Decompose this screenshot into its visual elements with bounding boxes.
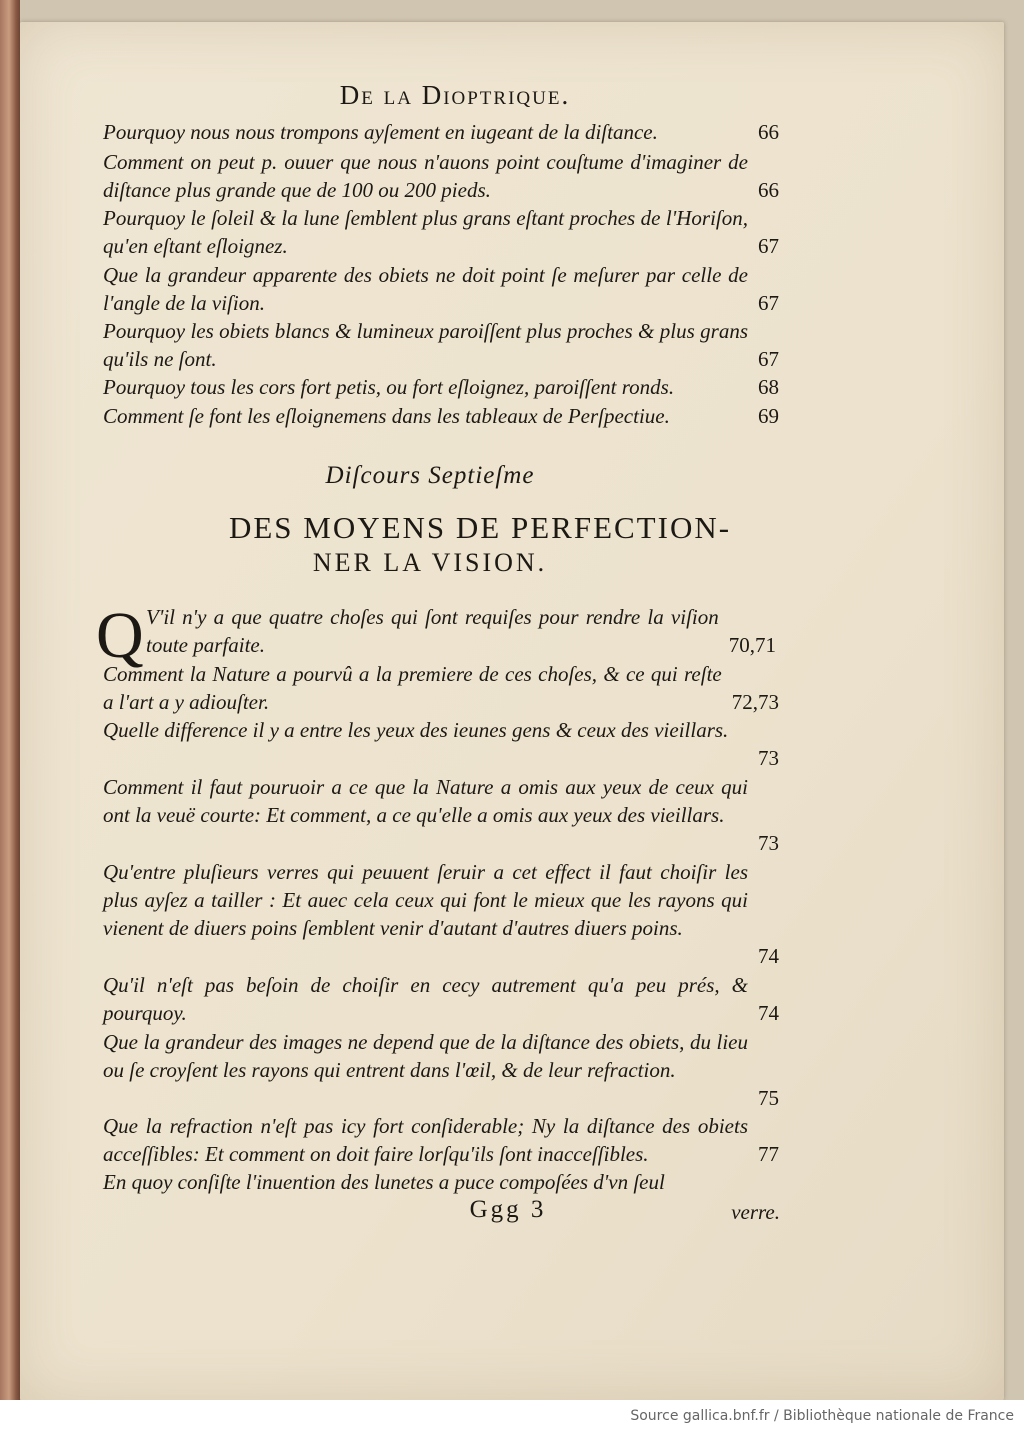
toc-entry-text: Pourquoy tous les cors fort petis, ou fort eſloignez, paroiſſent ronds. [103,375,675,399]
section-title-line-2: NER LA VISION. [312,548,548,577]
toc-entry [103,716,779,772]
toc-page-number: 67 [758,234,779,258]
drop-cap: Q [96,599,144,672]
toc-entry [103,660,779,716]
toc-entry [103,1028,779,1112]
toc-page-number: 66 [758,120,779,144]
toc-entry-text: Comment ſe font les eſloignemens dans les tableaux de Perſpectiue. [103,404,670,428]
toc-entry [146,603,776,659]
toc-entry-text: Qu'il n'eſt pas beſoin de choiſir en cecy autrement qu'a peu prés, & pourquoy. [103,973,748,1025]
toc-entry-text: Que la refraction n'eſt pas icy fort conſiderable; Ny la diſtance des obiets acceſſibles: Et comment on doit faire lorſqu'ils ſont inacceſſibles. [103,1114,748,1166]
section-title-line-1: DES MOYENS DE PERFECTION- [228,510,732,545]
toc-entry [103,773,779,857]
section-label: Diſcours Septieſme [325,462,535,489]
toc-entry [103,402,779,430]
toc-entry [103,118,779,146]
source-credit: Source gallica.bnf.fr / Bibliothèque nationale de France [630,1408,1014,1424]
toc-entry-text: Qu'entre pluſieurs verres qui peuuent ſeruir a cet effect il faut choiſir les plus ayſez a tailler : Et auec cela ceux qui font le mieux que les rayons qui vienent de diuers poins ſemblent venir d'autant d'autres diuers poins. [103,860,748,940]
toc-entry [103,373,779,401]
toc-entry-text: Pourquoy les obiets blancs & lumineux paroiſſent plus proches & plus grans qu'ils ne ſont. [103,319,748,371]
toc-page-number: 72,73 [731,690,779,714]
toc-entry-text: Pourquoy nous nous trompons ayſement en iugeant de la diſtance. [103,120,658,144]
toc-page-number: 67 [758,347,779,371]
toc-page-number: 73 [758,831,779,855]
toc-entry-text: Comment la Nature a pourvû a la premiere de ces choſes, & ce qui reſte a l'art a y adiouſter. [103,662,722,714]
toc-entry-text: Que la grandeur des images ne depend que de la diſtance des obiets, du lieu ou ſe croyſent les rayons qui entrent dans l'œil, & de leur refraction. [103,1030,748,1082]
toc-page-number: 68 [758,375,779,399]
running-head: De la Dioptrique. [339,80,571,110]
toc-page-number: 66 [758,178,779,202]
toc-entry [103,858,779,970]
toc-entry-text: Que la grandeur apparente des obiets ne doit point ſe meſurer par celle de l'angle de la viſion. [103,263,748,315]
toc-page-number: 77 [758,1142,779,1166]
toc-page-number: 73 [758,746,779,770]
toc-entry [103,1168,779,1196]
toc-entry-text: V'il n'y a que quatre choſes qui ſont requiſes pour rendre la viſion toute parfaite. [146,605,719,657]
toc-entry [103,261,779,317]
toc-page-number: 75 [758,1086,779,1110]
toc-entry-text: Comment il faut pouruoir a ce que la Nature a omis aux yeux de ceux qui ont la veuë courte: Et comment, a ce qu'elle a omis aux yeux des vieillars. [103,775,748,827]
toc-entry [103,317,779,373]
toc-page-number: 67 [758,291,779,315]
toc-entry-text: Quelle difference il y a entre les yeux des ieunes gens & ceux des vieillars. [103,718,729,742]
toc-entry [103,1112,779,1168]
toc-entry-text: Pourquoy le ſoleil & la lune ſemblent plus grans eſtant proches de l'Horiſon, qu'en eſtant eſloignez. [103,206,748,258]
catchword: verre. [731,1200,780,1224]
signature-mark: Ggg 3 [469,1196,547,1223]
toc-entry-text: Comment on peut p. ouuer que nous n'auons point couſtume d'imaginer de diſtance plus grande que de 100 ou 200 pieds. [103,150,748,202]
previous-page-edge [0,0,20,1400]
toc-page-number: 74 [758,1001,779,1025]
toc-page-number: 69 [758,404,779,428]
toc-page-number: 70,71 [728,633,776,657]
toc-entry-text: En quoy conſiſte l'inuention des lunetes a puce compoſées d'vn ſeul [103,1170,665,1194]
toc-entry [103,148,779,204]
toc-entry [103,971,779,1027]
toc-entry [103,204,779,260]
toc-page-number: 74 [758,944,779,968]
